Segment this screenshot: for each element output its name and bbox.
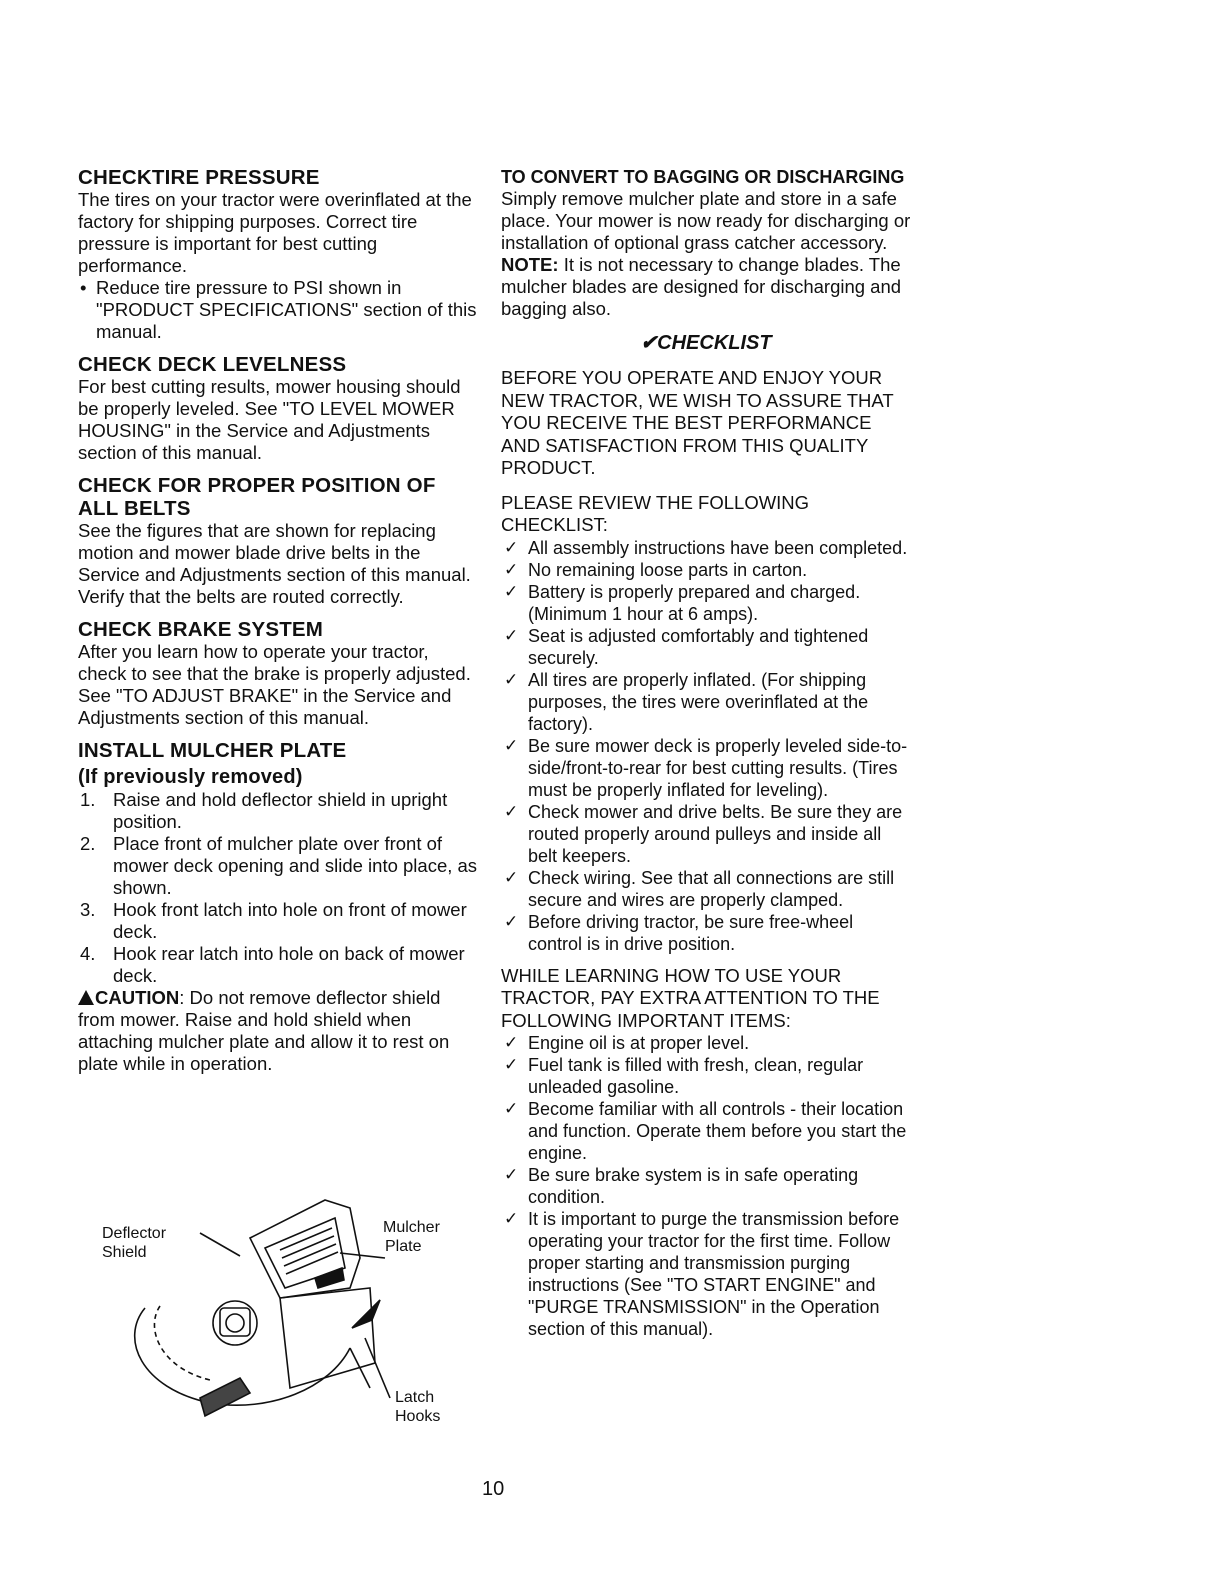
convert-body: Simply remove mulcher plate and store in a safe place. Your mower is now ready for discharging or installation of optional grass catcher accessory.: [501, 188, 911, 253]
note-text: It is not necessary to change blades. The mulcher blades are designed for discharging and bagging also.: [501, 254, 902, 319]
note-label: NOTE:: [501, 254, 559, 275]
list-item: ✓ No remaining loose parts in carton.: [504, 559, 808, 580]
list-item: 4. Hook rear latch into hole on back of mower deck.: [80, 943, 465, 986]
brake-body: After you learn how to operate your tractor, check to see that the brake is properly adjusted. See "TO ADJUST BRAKE" in the Service and Adjustments section of this manual.: [78, 641, 471, 728]
section-mulcher-plate: [78, 739, 480, 1075]
list-item: 1. Raise and hold deflector shield in upright position.: [80, 789, 448, 832]
list-item: 3. Hook front latch into hole on front of mower deck.: [80, 899, 467, 942]
checkmark-icon: ✓: [504, 669, 519, 689]
deck-body: For best cutting results, mower housing should be properly leveled. See "TO LEVEL MOWER HOUSING" in the Service and Adjustments section of this manual.: [78, 376, 461, 463]
caution-label: CAUTION: [95, 987, 180, 1008]
checkmark-icon: ✓: [504, 537, 519, 557]
right-column: [501, 166, 911, 1340]
checkmark-icon: ✓: [504, 1099, 519, 1118]
checkmark-icon: ✓: [504, 1033, 519, 1052]
checkmark-icon: ✓: [504, 581, 519, 601]
belts-body: See the figures that are shown for replacing motion and mower blade drive belts in the Service and Adjustments section of this manual. Verify that the belts are routed correctly.: [78, 520, 471, 607]
mulcher-steps: [78, 789, 480, 987]
subheading-mulcher-plate: (If previously removed): [78, 766, 303, 788]
list-item: ✓ Be sure mower deck is properly leveled side-to-side/front-to-rear for best cutting results. (Tires must be properly inflated for leveling).: [504, 735, 908, 800]
heading-brake: CHECK BRAKE SYSTEM: [78, 618, 324, 641]
list-item: ✓ Become familiar with all controls - their location and function. Operate them before you start the engine.: [504, 1099, 907, 1163]
checkmark-icon: ✓: [504, 911, 519, 931]
tire-bullets: [78, 277, 480, 343]
list-item: ✓ Before driving tractor, be sure free-wheel control is in drive position.: [504, 911, 854, 954]
heading-convert: TO CONVERT TO BAGGING OR DISCHARGING: [501, 167, 905, 187]
heading-mulcher-plate: INSTALL MULCHER PLATE: [78, 739, 347, 762]
caution-paragraph: [78, 987, 480, 1075]
label-latch-hooks: Latch Hooks: [395, 1389, 441, 1425]
list-item: ✓ Battery is properly prepared and charged. (Minimum 1 hour at 6 amps).: [504, 581, 861, 624]
note-paragraph: [501, 254, 911, 320]
checklist-title: ✔CHECKLIST: [640, 332, 772, 354]
checklist-intro: BEFORE YOU OPERATE AND ENJOY YOUR NEW TRACTOR, WE WISH TO ASSURE THAT YOU RECEIVE THE BEST PERFORMANCE AND SATISFACTION FROM THIS QUALITY PRODUCT. PLEASE REVIEW THE FOLLOWING CHECKLIST:: [501, 367, 911, 537]
section-belts: [78, 474, 480, 608]
checkmark-icon: ✓: [504, 801, 519, 821]
warning-triangle-icon: [78, 990, 94, 1005]
heading-tire-pressure: CHECKTIRE PRESSURE: [78, 166, 320, 189]
tire-bullet-text: Reduce tire pressure to PSI shown in "PRODUCT SPECIFICATIONS" section of this manual.: [96, 277, 477, 342]
checkmark-icon: ✓: [504, 735, 519, 755]
section-brake: [78, 618, 480, 729]
list-item: ✓ All tires are properly inflated. (For shipping purposes, the tires were overinflated at the factory).: [504, 669, 869, 734]
tire-body: The tires on your tractor were overinflated at the factory for shipping purposes. Correct tire pressure is important for best cutting performance.: [78, 189, 472, 276]
list-item: ✓ Fuel tank is filled with fresh, clean, regular unleaded gasoline.: [504, 1055, 864, 1097]
checkmark-icon: ✓: [504, 1209, 519, 1228]
page-number: 10: [482, 1478, 505, 1500]
checkmark-icon: ✓: [504, 1165, 519, 1184]
label-mulcher-plate: Mulcher Plate: [383, 1219, 440, 1255]
heading-belts: CHECK FOR PROPER POSITION OF ALL BELTS: [78, 474, 436, 520]
list-item: 2. Place front of mulcher plate over front of mower deck opening and slide into place, as shown.: [80, 833, 478, 898]
list-item: ✓ It is important to purge the transmission before operating your tractor for the first time. Follow proper starting and transmission purging instructions (See "TO START ENGINE" and "PURGE TRANSMISSION" in the Operation section of this manual).: [504, 1209, 900, 1339]
learning-intro: WHILE LEARNING HOW TO USE YOUR TRACTOR, PAY EXTRA ATTENTION TO THE FOLLOWING IMPORTANT ITEMS:: [501, 964, 880, 1031]
mulcher-plate-figure: [100, 1188, 460, 1450]
checkmark-icon: ✓: [504, 559, 519, 579]
important-items: [501, 1032, 911, 1340]
section-convert: [501, 166, 911, 320]
caution-text: : Do not remove deflector shield from mower. Raise and hold shield when attaching mulcher plate and allow it to rest on plate while in operation.: [78, 987, 450, 1074]
checkmark-icon: ✓: [504, 1055, 519, 1074]
section-tire-pressure: [78, 166, 480, 343]
checkmark-icon: ✓: [504, 625, 519, 645]
bullet-dot-icon: •: [80, 277, 87, 298]
list-item: ✓ Seat is adjusted comfortably and tightened securely.: [504, 625, 869, 668]
tire-bullet: [78, 277, 480, 343]
section-deck-levelness: [78, 353, 480, 464]
list-item: ✓ Engine oil is at proper level.: [504, 1033, 750, 1053]
left-column: [78, 166, 480, 1085]
review-text: PLEASE REVIEW THE FOLLOWING CHECKLIST:: [501, 491, 810, 535]
list-item: ✓ Check mower and drive belts. Be sure they are routed properly around pulleys and inside all belt keepers.: [504, 801, 903, 866]
list-item: ✓ Check wiring. See that all connections are still secure and wires are properly clamped.: [504, 867, 895, 910]
checkmark-icon: ✓: [504, 867, 519, 887]
heading-deck-levelness: CHECK DECK LEVELNESS: [78, 353, 347, 376]
list-item: ✓ Be sure brake system is in safe operating condition.: [504, 1165, 859, 1207]
list-item: ✓ All assembly instructions have been completed.: [504, 537, 908, 558]
checklist: [501, 537, 911, 955]
label-deflector-shield: Deflector Shield: [102, 1225, 167, 1261]
